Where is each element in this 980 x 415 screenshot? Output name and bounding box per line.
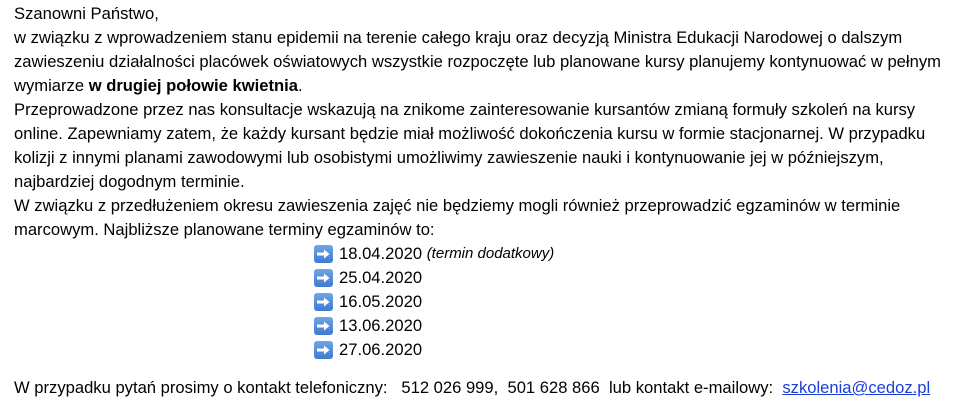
exam-date-note: (termin dodatkowy) [426,245,555,262]
exam-date-item [314,290,422,314]
right-arrow-icon [314,293,333,311]
right-arrow-icon [314,341,333,359]
right-arrow-icon [314,269,333,287]
paragraph-2-line-2: online. Zapewniamy zatem, że każdy kursant będzie miał możliwość dokończenia kursu w formie stacjonarnej. W przypadku [14,124,926,143]
exam-date-item [314,242,554,266]
contact-line [14,376,930,400]
exam-date: 25.04.2020 [339,268,423,287]
paragraph-2-line-4: najbardziej dogodnym terminie. [14,172,245,191]
email-link[interactable]: szkolenia@cedoz.pl [782,378,931,397]
paragraph-1-line-3-suffix: . [297,76,303,95]
paragraph-2-line-3: kolizji z innymi planami zawodowymi lub osobistymi umożliwimy zawieszenie nauki i kontynuowanie jej w późniejszym, [14,148,884,167]
paragraph-3-line-1: W związku z przedłużeniem okresu zawieszenia zajęć nie będziemy mogli również przeprowadzić egzaminów w terminie [14,196,901,215]
exam-date-item [314,266,422,290]
exam-date: 27.06.2020 [339,340,423,359]
paragraph-3-line-2: marcowym. Najbliższe planowane terminy egzaminów to: [14,220,435,239]
paragraph-1-line-2: zawieszeniu działalności placówek oświatowych wszystkie rozpoczęte lub planowane kursy planujemy kontynuować w pełnym [14,52,941,71]
right-arrow-icon [314,317,333,335]
highlighted-period: w drugiej połowie kwietnia [88,76,298,95]
contact-text: W przypadku pytań prosimy o kontakt telefoniczny: 512 026 999, 501 628 866 lub kontakt e-mailowy: [14,378,783,397]
exam-date-item [314,314,422,338]
exam-date-item [314,338,422,362]
paragraph-1-line-3 [14,74,303,98]
paragraph-2-line-1: Przeprowadzone przez nas konsultacje wskazują na znikome zainteresowanie kursantów zmianą formuły szkoleń na kursy [14,100,916,119]
paragraph-1-line-3-prefix: wymiarze [14,76,89,95]
exam-date: 18.04.2020 [339,244,423,263]
right-arrow-icon [314,245,333,263]
greeting: Szanowni Państwo, [14,4,159,23]
exam-date: 13.06.2020 [339,316,423,335]
exam-date: 16.05.2020 [339,292,423,311]
paragraph-1-line-1: w związku z wprowadzeniem stanu epidemii na terenie całego kraju oraz decyzją Ministra Edukacji Narodowej o dalszym [14,28,903,47]
